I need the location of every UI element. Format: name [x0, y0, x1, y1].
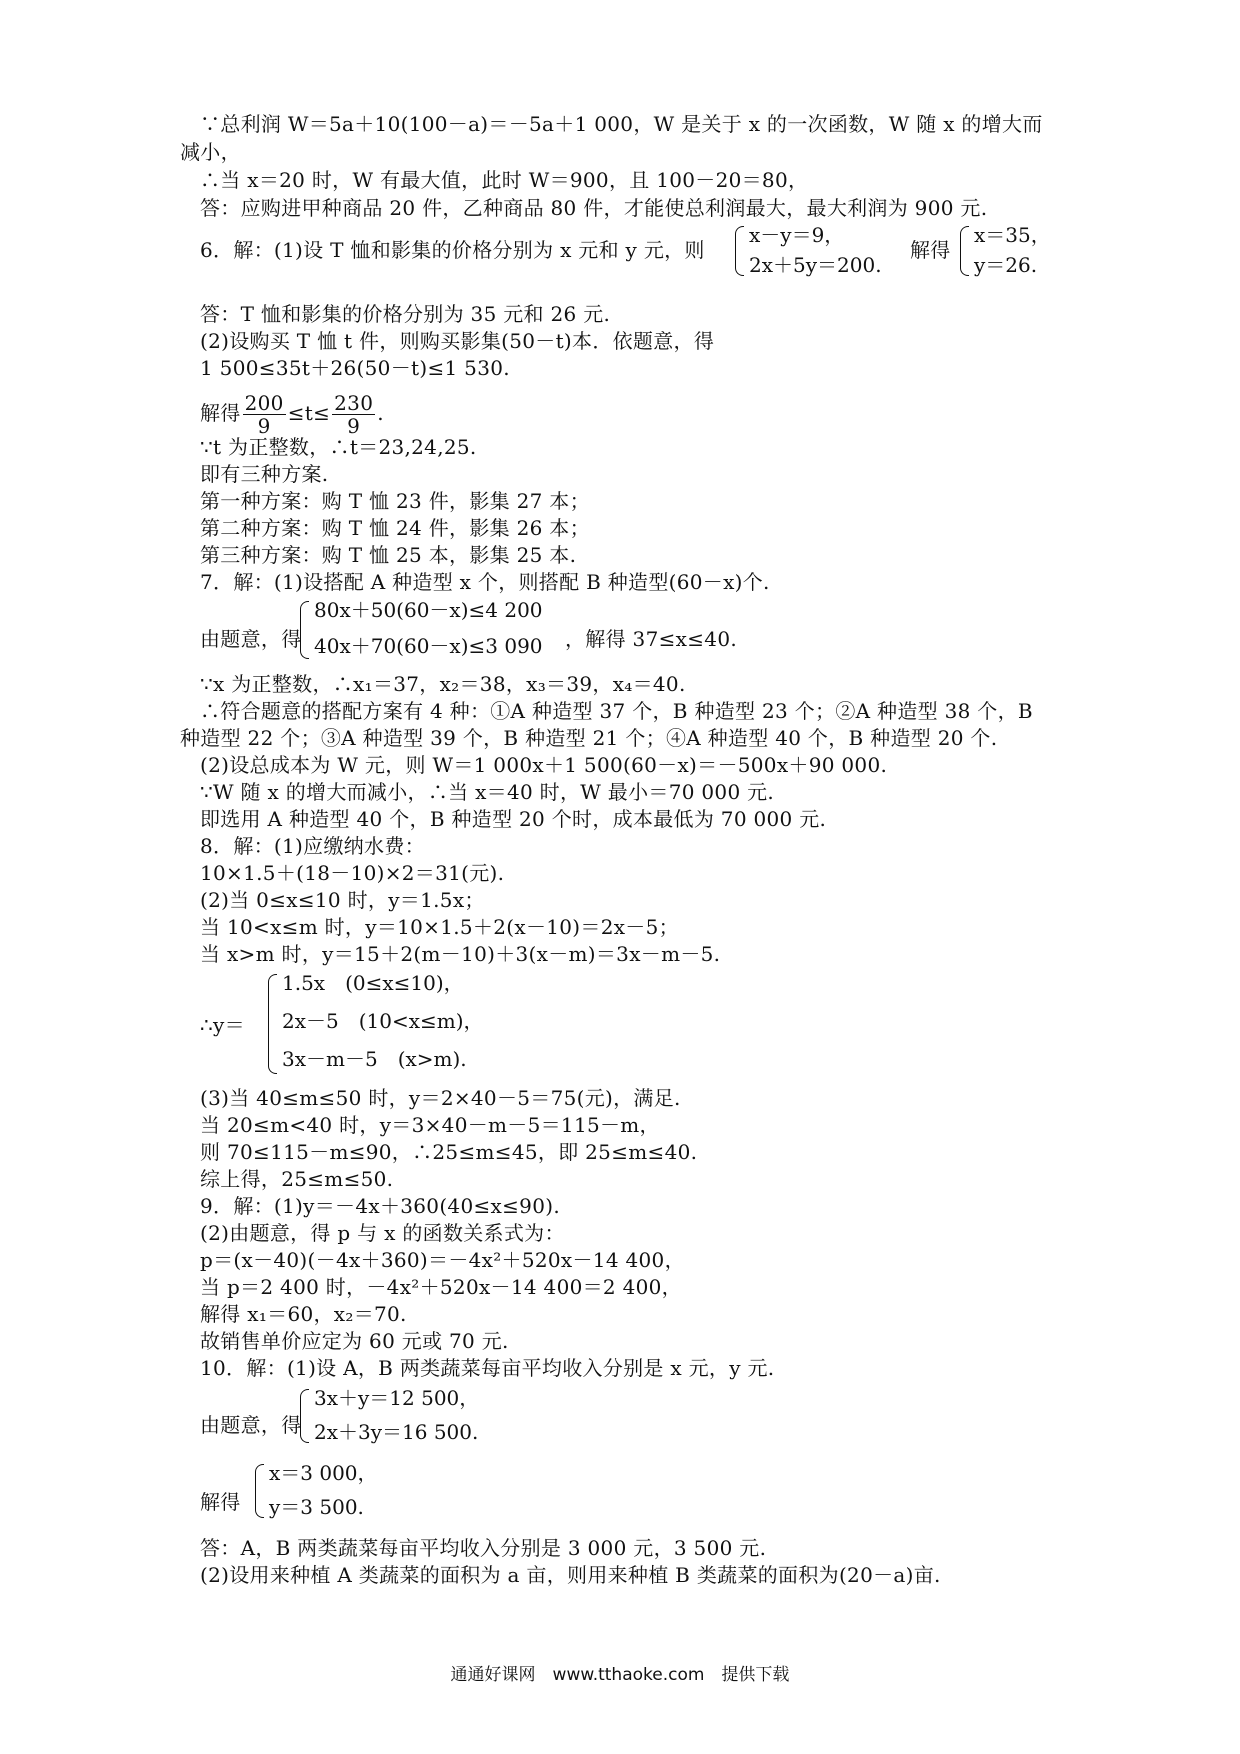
text-line: 10×1.5＋(18－10)×2＝31(元).	[200, 861, 505, 885]
text-line: ∴符合题意的搭配方案有 4 种：①A 种造型 37 个，B 种造型 23 个；②A 种造型 38 个，B	[200, 699, 1033, 723]
text-line: (2)由题意，得 p 与 x 的函数关系式为：	[200, 1221, 565, 1245]
text-line: 第三种方案：购 T 恤 25 本，影集 25 本.	[200, 543, 577, 567]
text-line: 当 x>m 时，y＝15＋2(m－10)＋3(x－m)＝3x－m－5.	[200, 942, 721, 966]
text-line: ∵x 为正整数，∴x₁＝37，x₂＝38，x₃＝39，x₄＝40.	[200, 672, 686, 696]
text-line: 7．解：(1)设搭配 A 种造型 x 个，则搭配 B 种造型(60－x)个.	[200, 570, 770, 594]
text-line: (2)设购买 T 恤 t 件，则购买影集(50－t)本．依题意，得	[200, 329, 715, 353]
text-line: 由题意，得	[200, 1413, 302, 1437]
text-line: 答：A，B 两类蔬菜每亩平均收入分别是 3 000 元，3 500 元.	[200, 1536, 767, 1560]
fraction: $\frac{200}{9}$	[244, 391, 284, 438]
text-line: 解得 x₁＝60，x₂＝70.	[200, 1302, 407, 1326]
text-line: p＝(x－40)(－4x＋360)＝－4x²＋520x－14 400，	[200, 1248, 685, 1272]
text-line: (2)当 0≤x≤10 时，y＝1.5x；	[200, 888, 485, 912]
text-line: 即选用 A 种造型 40 个，B 种造型 20 个时，成本最低为 70 000 元.	[200, 807, 827, 831]
text-line: 综上得，25≤m≤50.	[200, 1167, 394, 1191]
equation-system: x＝3 000， y＝3 500.	[255, 1460, 395, 1520]
text-line: (2)设用来种植 A 类蔬菜的面积为 a 亩，则用来种植 B 类蔬菜的面积为(20－a)亩.	[200, 1563, 941, 1587]
text-line: 8．解：(1)应缴纳水费：	[200, 834, 425, 858]
text-line: ∵总利润 W＝5a＋10(100－a)＝－5a＋1 000，W 是关于 x 的一次函数，W 随 x 的增大而	[200, 112, 1043, 136]
text-line: ∴当 x＝20 时，W 有最大值，此时 W＝900，且 100－20＝80，	[200, 168, 809, 192]
page-footer: 通通好课网 www.tthaoke.com 提供下载	[450, 1665, 790, 1685]
text-line: 种造型 22 个；③A 种造型 39 个，B 种造型 21 个；④A 种造型 40 个，B 种造型 20 个.	[180, 726, 998, 750]
text-line: 第一种方案：购 T 恤 23 件，影集 27 本；	[200, 489, 590, 513]
text-line: 6．解：(1)设 T 恤和影集的价格分别为 x 元和 y 元，则	[200, 238, 705, 262]
text-line: 当 20≤m<40 时，y＝3×40－m－5＝115－m，	[200, 1113, 660, 1137]
text-line: 10．解：(1)设 A，B 两类蔬菜每亩平均收入分别是 x 元，y 元.	[200, 1356, 775, 1380]
text-line: 则 70≤115－m≤90，∴25≤m≤45，即 25≤m≤40.	[200, 1140, 698, 1164]
text-line: 解得 $\frac{200}{9}$ ≤t≤ $\frac{230}{9}$ .	[200, 391, 384, 438]
text-line: 答：T 恤和影集的价格分别为 35 元和 26 元.	[200, 302, 611, 326]
text-line: ∵t 为正整数，∴t＝23,24,25.	[200, 435, 477, 459]
text-line: 1 500≤35t＋26(50－t)≤1 530.	[200, 356, 510, 380]
text-line: 第二种方案：购 T 恤 24 件，影集 26 本；	[200, 516, 590, 540]
text-line: 由题意，得	[200, 627, 302, 651]
text-line: 当 p＝2 400 时，－4x²＋520x－14 400＝2 400，	[200, 1275, 682, 1299]
text-line: ∵W 随 x 的增大而减小，∴当 x＝40 时，W 最小＝70 000 元.	[200, 780, 775, 804]
text-line: 当 10<x≤m 时，y＝10×1.5＋2(x－10)＝2x－5；	[200, 915, 679, 939]
equation-system: 3x＋y＝12 500， 2x＋3y＝16 500.	[300, 1385, 520, 1445]
text-line: 减小，	[180, 140, 241, 164]
text-line: 故销售单价应定为 60 元或 70 元.	[200, 1329, 509, 1353]
inequality-system: 80x＋50(60－x)≤4 200 40x＋70(60－x)≤3 090	[300, 597, 560, 661]
text-line: 9．解：(1)y＝－4x＋360(40≤x≤90).	[200, 1194, 560, 1218]
text-line: 即有三种方案.	[200, 462, 329, 486]
equation-system: x＝35， y＝26.	[960, 222, 1070, 278]
fraction: $\frac{230}{9}$	[334, 391, 374, 438]
text-line: 解得	[910, 238, 951, 262]
piecewise-function: 1.5x (0≤x≤10)， 2x－5 (10<x≤m)， 3x－m－5 (x>m).	[268, 970, 508, 1076]
text-line: 解得	[200, 1490, 241, 1514]
text-line: ∴y＝	[200, 1013, 245, 1037]
equation-system: x－y＝9， 2x＋5y＝200.	[735, 222, 895, 278]
text-line: (3)当 40≤m≤50 时，y＝2×40－5＝75(元)，满足.	[200, 1086, 681, 1110]
text-line: (2)设总成本为 W 元，则 W＝1 000x＋1 500(60－x)＝－500x＋90 000.	[200, 753, 888, 777]
text-line: 答：应购进甲种商品 20 件，乙种商品 80 件，才能使总利润最大，最大利润为 900 元.	[200, 196, 988, 220]
text-line: ，解得 37≤x≤40.	[565, 627, 738, 651]
